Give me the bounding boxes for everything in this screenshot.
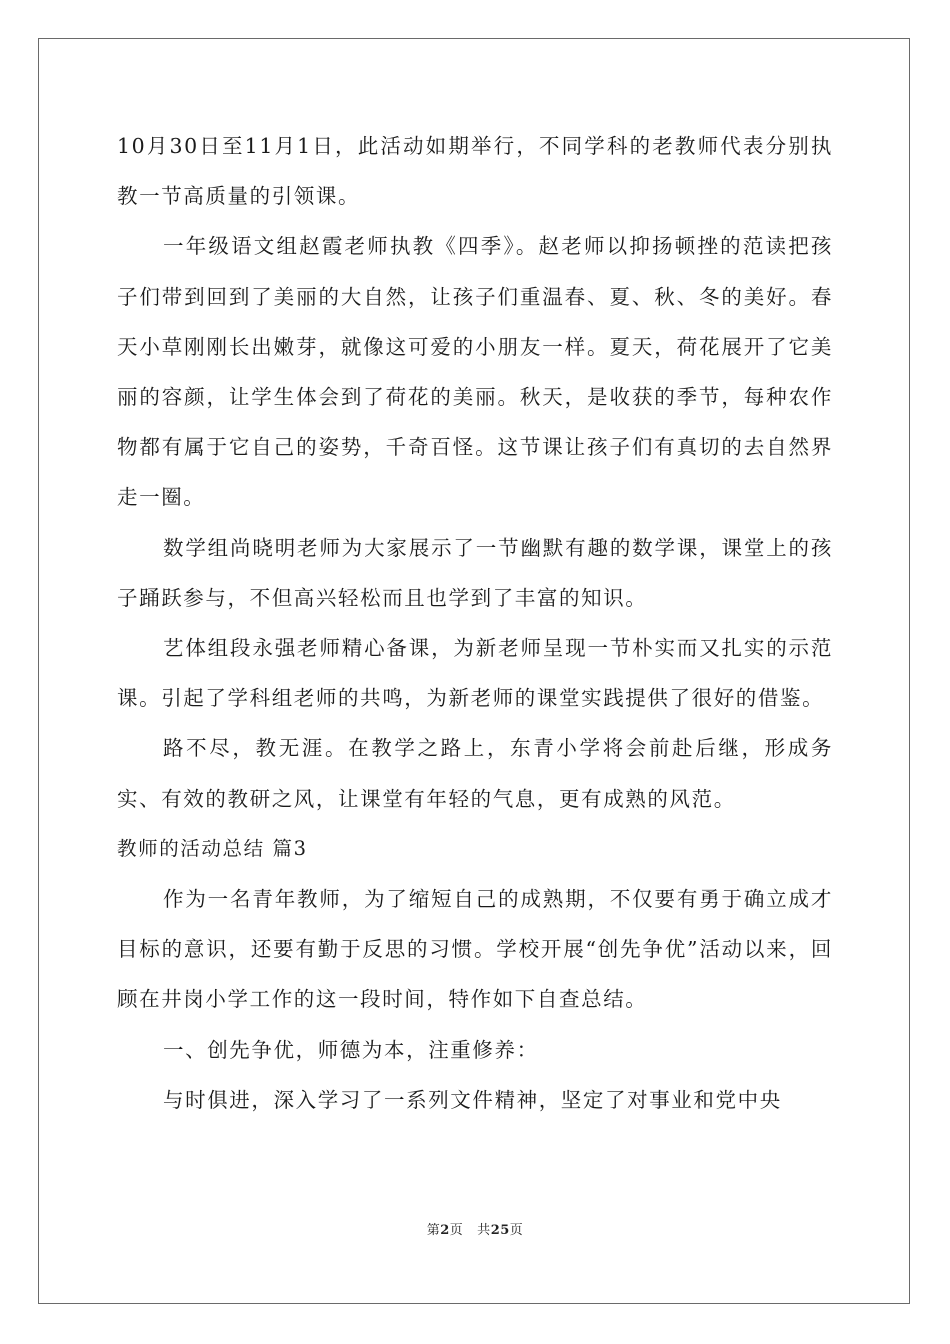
footer-page-suffix: 页 <box>449 1223 464 1238</box>
paragraph-1: 10月30日至11月1日，此活动如期举行，不同学科的老教师代表分别执教一节高质量的引领课。 <box>117 134 833 209</box>
footer-total-prefix: 共 <box>477 1223 491 1238</box>
paragraph-3: 数学组尚晓明老师为大家展示了一节幽默有趣的数学课，课堂上的孩子踊跃参与，不但高兴轻松而且也学到了丰富的知识。 <box>117 535 833 610</box>
footer-page-number: 2 <box>440 1223 450 1238</box>
footer-total-pages: 25 <box>490 1223 510 1238</box>
document-body <box>117 121 833 1125</box>
footer-page-prefix: 第 <box>426 1223 441 1238</box>
paragraph-2: 一年级语文组赵霞老师执教《四季》。赵老师以抑扬顿挫的范读把孩子们带到回到了美丽的大自然，让孩子们重温春、夏、秋、冬的美好。春天小草刚刚长出嫩芽，就像这可爱的小朋友一样。夏天，荷花展开了它美丽的容颜，让学生体会到了荷花的美丽。秋天，是收获的季节，每种农作物都有属于它自己的姿势，千奇百怪。这节课让孩子们有真切的去自然界走一圈。 <box>117 234 833 510</box>
paragraph-6: 作为一名青年教师，为了缩短自己的成熟期，不仅要有勇于确立成才目标的意识，还要有勤于反思的习惯。学校开展“创先争优”活动以来，回顾在井岗小学工作的这一段时间，特作如下自查总结。 <box>117 887 833 1012</box>
paragraph-5: 路不尽，教无涯。在教学之路上，东青小学将会前赴后继，形成务实、有效的教研之风，让课堂有年轻的气息，更有成熟的风范。 <box>117 736 833 811</box>
page-footer <box>0 1219 950 1238</box>
footer-total-suffix: 页 <box>509 1223 524 1238</box>
paragraph-8: 与时俱进，深入学习了一系列文件精神，坚定了对事业和党中央 <box>163 1087 782 1112</box>
section-heading: 教师的活动总结 篇3 <box>117 836 308 860</box>
paragraph-4: 艺体组段永强老师精心备课，为新老师呈现一节朴实而又扎实的示范课。引起了学科组老师的共鸣，为新老师的课堂实践提供了很好的借鉴。 <box>117 636 833 711</box>
paragraph-7: 一、创先争优，师德为本，注重修养： <box>163 1037 539 1062</box>
